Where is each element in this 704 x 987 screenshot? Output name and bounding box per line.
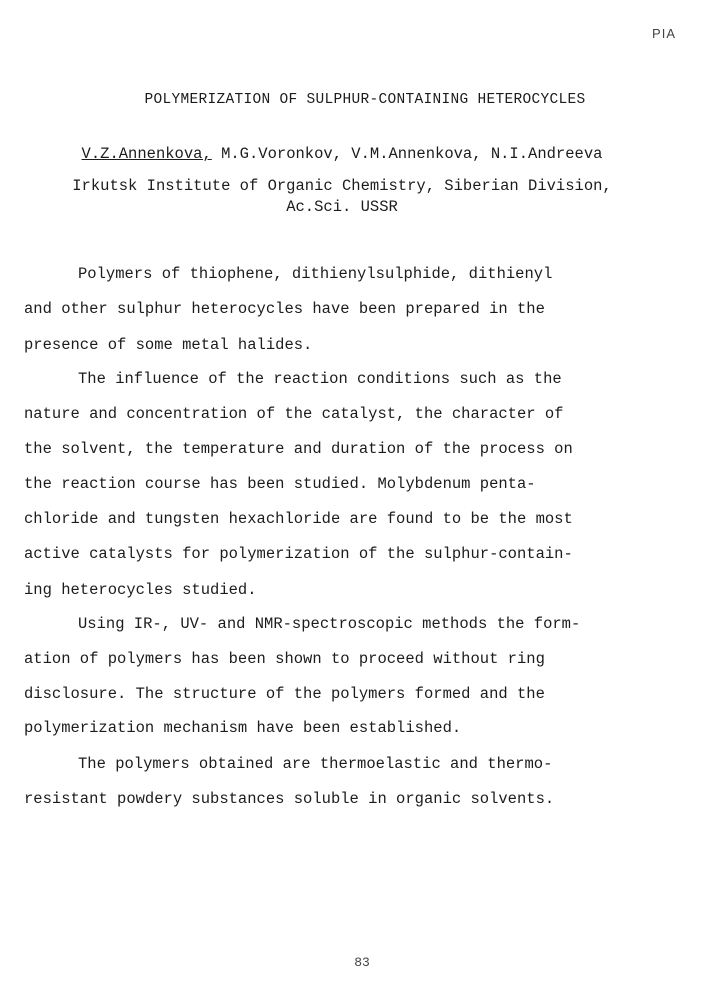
body-line: the solvent, the temperature and duration of the process on: [24, 440, 573, 458]
body-line: presence of some metal halides.: [24, 336, 313, 354]
body-line: chloride and tungsten hexachloride are found to be the most: [24, 510, 573, 528]
body-line: active catalysts for polymerization of the sulphur-contain-: [24, 545, 573, 563]
document-code: PIA: [652, 26, 676, 41]
body-line: and other sulphur heterocycles have been prepared in the: [24, 300, 545, 318]
page-number: 83: [354, 955, 370, 970]
body-line: the reaction course has been studied. Molybdenum penta-: [24, 475, 536, 493]
affiliation-line-1: Irkutsk Institute of Organic Chemistry, Siberian Division,: [72, 177, 612, 195]
body-line: ation of polymers has been shown to proceed without ring: [24, 650, 545, 668]
author-list: [26, 145, 658, 163]
body-line: ing heterocycles studied.: [24, 581, 257, 599]
body-line: resistant powdery substances soluble in organic solvents.: [24, 790, 555, 808]
body-line: The influence of the reaction conditions such as the: [78, 370, 562, 388]
body-line: Using IR-, UV- and NMR-spectroscopic methods the form-: [78, 615, 581, 633]
paper-title: POLYMERIZATION OF SULPHUR-CONTAINING HETEROCYCLES: [144, 92, 586, 108]
body-line: disclosure. The structure of the polymers formed and the: [24, 685, 545, 703]
affiliation-line-2: Ac.Sci. USSR: [286, 198, 398, 216]
body-line: nature and concentration of the catalyst, the character of: [24, 405, 564, 423]
body-line: Polymers of thiophene, dithienylsulphide, dithienyl: [78, 265, 553, 283]
first-author: V.Z.Annenkova,: [81, 145, 212, 163]
other-authors: M.G.Voronkov, V.M.Annenkova, N.I.Andreeva: [211, 145, 603, 163]
body-line: The polymers obtained are thermoelastic and thermo-: [78, 755, 553, 773]
body-line: polymerization mechanism have been established.: [24, 719, 462, 737]
